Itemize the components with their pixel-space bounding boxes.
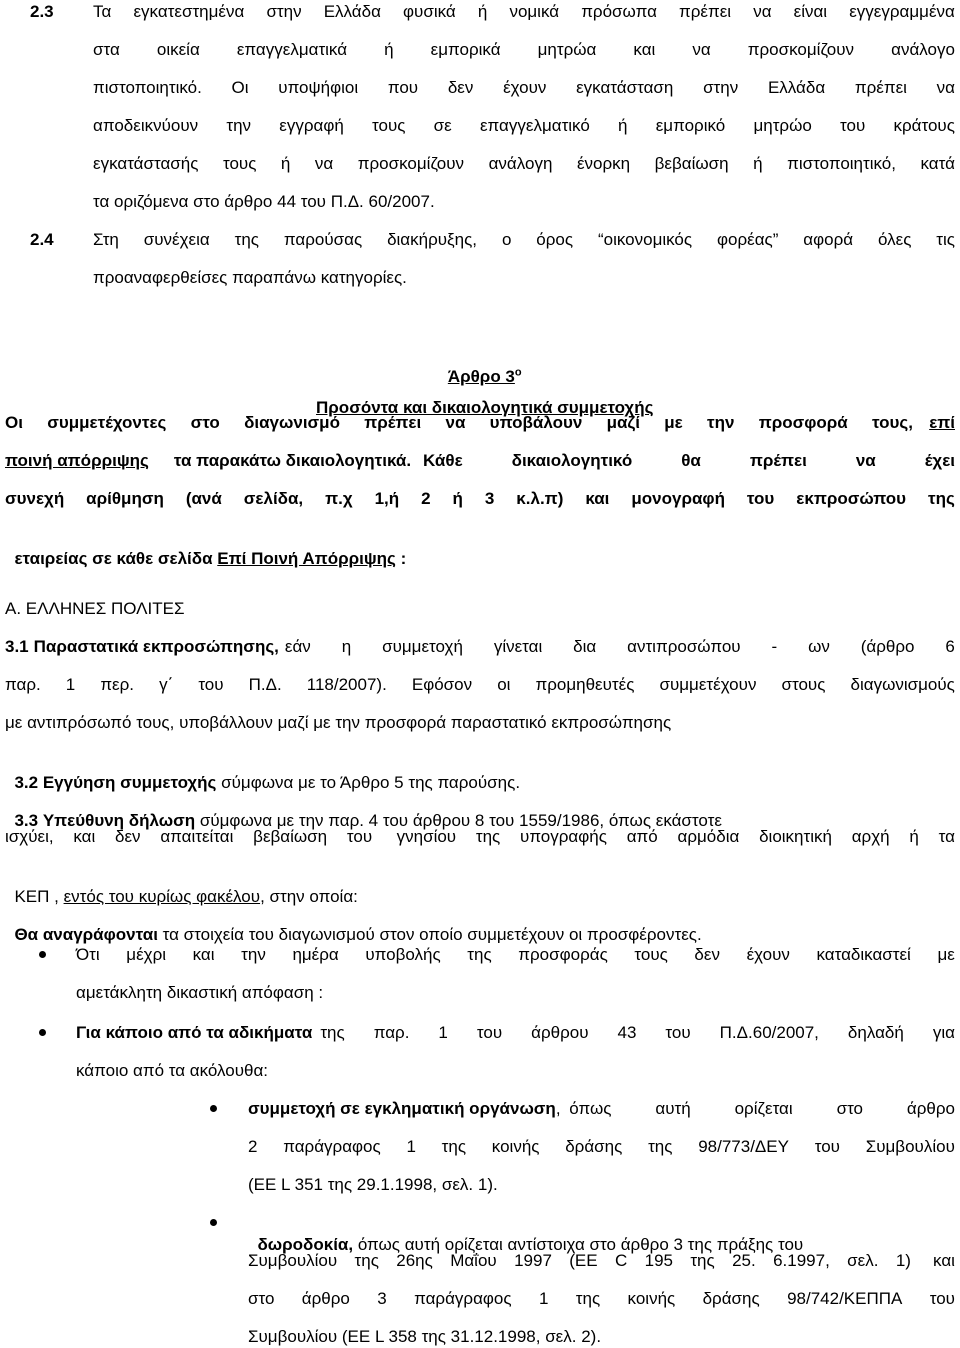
word: τους (634, 945, 668, 964)
sub-bullet-2-line-3 (248, 1288, 955, 1310)
word: να (936, 78, 955, 97)
word: στην (703, 78, 739, 97)
word: Εφόσον (411, 675, 473, 694)
word: πρέπει (364, 413, 422, 432)
word: τους, (872, 413, 913, 432)
word: Ελλάδα (323, 2, 381, 21)
section-number-2-3: 2.3 (30, 2, 54, 21)
word: διαγωνισμό (244, 413, 340, 432)
word: του (814, 1137, 840, 1156)
word: ή (280, 154, 291, 173)
word: τα (938, 827, 955, 846)
word: ημέρα (292, 945, 339, 964)
word: επαγγελματικό (479, 116, 590, 135)
word: που (387, 78, 419, 97)
word: δηλαδή (847, 1023, 904, 1042)
word: διαγωνισμούς (850, 675, 955, 694)
word: αυτή (655, 1099, 691, 1118)
word: Π.Δ.60/2007, (719, 1023, 819, 1042)
sub-bullet-1-line-2 (248, 1136, 955, 1158)
word: και (933, 1251, 955, 1270)
word: την (707, 413, 735, 432)
word: 1 (538, 1289, 549, 1308)
paragraph-2-4-line-1 (93, 229, 955, 251)
paragraph-2-3-line-1 (93, 1, 955, 23)
word: της (467, 945, 492, 964)
sub-bullet-2-line-4: Συμβουλίου (ΕΕ L 358 της 31.12.1998, σελ. 2). (248, 1327, 602, 1346)
word: φορέας” (716, 230, 779, 249)
word: στο (248, 1289, 275, 1308)
word: στους (781, 675, 826, 694)
word: φυσικά (403, 2, 456, 21)
word: του (665, 1023, 691, 1042)
word: 1 (438, 1023, 448, 1042)
word: αφορά (803, 230, 854, 249)
word: σελίδα, (243, 489, 304, 508)
word: προσκομίζουν (357, 154, 465, 173)
word: παράγραφος (414, 1289, 512, 1308)
word: της (690, 1251, 715, 1270)
word: η (341, 637, 352, 656)
word: σε (433, 116, 452, 135)
word: πιστοποιητικό, (787, 154, 896, 173)
word: συμμετέχουν (659, 675, 757, 694)
word: της (575, 1289, 601, 1308)
word: όπως (569, 1099, 612, 1118)
word: 26ης (396, 1251, 433, 1270)
word: “οικονομικός (597, 230, 693, 249)
word: 98/773/ΔΕΥ (698, 1137, 789, 1156)
word: είναι (793, 2, 828, 21)
section-a-heading: Α. ΕΛΛΗΝΕΣ ΠΟΛΙΤΕΣ (5, 599, 185, 618)
word: της (234, 230, 260, 249)
word: γίνεται (493, 637, 543, 656)
word: πρέπει (749, 451, 807, 470)
word: οικεία (156, 40, 200, 59)
word: τους (222, 154, 257, 173)
word: καταδικαστεί (816, 945, 911, 964)
word: παράγραφος (283, 1137, 381, 1156)
word: μητρώα (537, 40, 597, 59)
word: δράσης (565, 1137, 623, 1156)
word: αρίθμηση (86, 489, 164, 508)
word: επαγγελματικά (236, 40, 348, 59)
word: ων (808, 637, 830, 656)
word: ή (452, 489, 463, 508)
word: εγκατάστασής (93, 154, 199, 173)
word: υποβάλουν (489, 413, 583, 432)
word: θα (681, 451, 701, 470)
word: περ. (100, 675, 135, 694)
word: της (648, 1137, 673, 1156)
word: πρόσωπα (581, 2, 657, 21)
word: Τα (93, 2, 112, 21)
word: 43 (617, 1023, 637, 1042)
bullet-icon (39, 1029, 46, 1036)
word: γ΄ (159, 675, 174, 694)
word: ένορκη (576, 154, 631, 173)
word: παρούσας (283, 230, 363, 249)
word: να (753, 2, 772, 21)
word: εάν (284, 637, 311, 656)
word: για (932, 1023, 955, 1042)
word: τους (372, 116, 406, 135)
paragraph-3-3-line-3: ΚΕΠ , εντός του κυρίως φακέλου, στην οποία: (14, 887, 358, 906)
paragraph-3-1-line-3: με αντιπρόσωπό τους, υποβάλλουν μαζί με την προσφορά παραστατικό εκπροσώπησης (5, 713, 672, 732)
word: 2 (248, 1137, 258, 1156)
bullet-2-line-1: Για κάποιο από τα αδικήματα της παρ. 1 του άρθρου 43 του Π.Δ.60/2007, δηλαδή για (76, 1023, 955, 1042)
sub-bullet-2-line-2 (248, 1250, 955, 1272)
word: γνησίου (396, 827, 457, 846)
word: από (626, 827, 658, 846)
word: να (445, 413, 466, 432)
word: Συμβουλίου (865, 1137, 955, 1156)
word: 3 (484, 489, 495, 508)
word: (ΕΕ (569, 1251, 598, 1270)
article-subtitle: Προσόντα και δικαιολογητικά συμμετοχής (316, 398, 654, 417)
word: να (855, 451, 876, 470)
word: Συμβουλίου (248, 1251, 338, 1270)
word: Π.Δ. (248, 675, 282, 694)
word: του (840, 116, 866, 135)
word: στο (836, 1099, 863, 1118)
word: οι (497, 675, 511, 694)
paragraph-2-3-line-4 (93, 115, 955, 137)
word: δεν (447, 78, 474, 97)
paragraph-3-3-line-2 (5, 826, 955, 848)
word: άρθρο (906, 1099, 955, 1118)
word: π.χ (325, 489, 353, 508)
word: εγγεγραμμένα (849, 2, 955, 21)
word: (άρθρο (860, 637, 915, 656)
word: Ότι (76, 945, 100, 964)
word: μονογραφή (631, 489, 725, 508)
word: ανάλογη (488, 154, 553, 173)
word: - (771, 637, 778, 656)
word: πρέπει (854, 78, 907, 97)
bullet-icon (210, 1219, 217, 1226)
word: εγκατεστημένα (133, 2, 245, 21)
word: 195 (644, 1251, 673, 1270)
word: να (692, 40, 711, 59)
word: ή (384, 40, 394, 59)
bullet-1-line-2: αμετάκλητη δικαστική απόφαση : (76, 983, 324, 1002)
word: (ανά (185, 489, 222, 508)
word: ή (477, 2, 488, 21)
word: ή (753, 154, 763, 173)
article-title: Άρθρο $3^o$ (447, 366, 522, 386)
word: όλες (877, 230, 912, 249)
word: παρ. (5, 675, 41, 694)
word: του (346, 827, 377, 846)
sub-bullet-2-line-1: δωροδοκία, όπως αυτή ορίζεται αντίστοιχα στο άρθρο 3 της πράξης του (257, 1235, 804, 1254)
word: μέχρι (126, 945, 167, 964)
paragraph-2-3-line-3 (93, 77, 955, 99)
intro-line-1: Οι συμμετέχοντες στο διαγωνισμό πρέπει να υποβάλουν μαζί με την προσφορά τους, επί (5, 413, 955, 432)
word: αποδεικνύουν (93, 116, 199, 135)
word: βεβαίωση (654, 154, 729, 173)
word: συνέχεια (143, 230, 210, 249)
paragraph-3-3-line-4: Θα αναγράφονται τα στοιχεία του διαγωνισμού στον οποίο συμμετέχουν οι προσφέροντες. (14, 925, 702, 944)
word: Στη (93, 230, 119, 249)
word: προσφοράς (518, 945, 608, 964)
bullet-icon (39, 951, 46, 958)
word: δικαιολογητικό (511, 451, 633, 470)
word: με (664, 413, 683, 432)
word: του (198, 675, 224, 694)
word: 1) (895, 1251, 916, 1270)
word: της (441, 1137, 467, 1156)
word: υπογραφής (520, 827, 607, 846)
word: πιστοποιητικό. (93, 78, 202, 97)
word: ο (501, 230, 512, 249)
section-number-2-4: 2.4 (30, 230, 54, 249)
word: Μαΐου (450, 1251, 497, 1270)
word: 1,ή (374, 489, 400, 508)
paragraph-2-4-line-2: προαναφερθείσες παραπάνω κατηγορίες. (93, 268, 407, 287)
word: βεβαίωση (253, 827, 328, 846)
word: 3 (377, 1289, 387, 1308)
paragraph-2-3-line-5 (93, 153, 955, 175)
word: στην (266, 2, 302, 21)
word: εμπορικά (430, 40, 501, 59)
word: 1997 (514, 1251, 552, 1270)
paragraph-3-1-line-1: 3.1 Παραστατικά εκπροσώπησης, εάν η συμμετοχή γίνεται δια αντιπροσώπου - ων (άρθρο 6 (5, 637, 955, 656)
word: της (354, 1251, 379, 1270)
word: της (475, 827, 501, 846)
word: δια (573, 637, 597, 656)
bullet-1-line-1 (76, 944, 955, 966)
word: C (614, 1251, 628, 1270)
word: την (226, 116, 252, 135)
word: κοινής (627, 1289, 676, 1308)
word: στα (93, 40, 120, 59)
intro-line-2: ποινή απόρριψης τα παρακάτω δικαιολογητικά. Κάθε δικαιολογητικό θα πρέπει να έχει (5, 451, 955, 470)
word: εμπορικό (655, 116, 726, 135)
sub-bullet-1-line-3: (ΕΕ L 351 της 29.1.1998, σελ. 1). (248, 1175, 498, 1194)
word: προμηθευτές (535, 675, 635, 694)
word: σελ. (847, 1251, 879, 1270)
word: νομικά (509, 2, 560, 21)
word: διοικητική (759, 827, 832, 846)
word: δεν (694, 945, 720, 964)
word: να (314, 154, 334, 173)
word: της (928, 489, 955, 508)
word: πρέπει (679, 2, 732, 21)
word: του (476, 1023, 503, 1042)
word: 98/742/ΚΕΠΠΑ (787, 1289, 903, 1308)
word: προσκομίζουν (747, 40, 855, 59)
word: και (585, 489, 610, 508)
word: δράσης (702, 1289, 760, 1308)
sub-bullet-1-line-1: συμμετοχή σε εγκληματική οργάνωση , όπως αυτή ορίζεται στο άρθρο (248, 1099, 955, 1118)
word: Οι (231, 78, 249, 97)
word: αρμόδια (677, 827, 740, 846)
word: ισχύει, (5, 827, 54, 846)
word: του (746, 489, 775, 508)
word: αντιπροσώπου (627, 637, 741, 656)
intro-line-3 (5, 488, 955, 510)
word: υποψήφιοι (278, 78, 359, 97)
word: συμμετέχοντες (47, 413, 167, 432)
word: κατά (920, 154, 955, 173)
word: δεν (115, 827, 141, 846)
paragraph-3-1-line-2 (5, 674, 955, 696)
word: όρος (536, 230, 574, 249)
word: μητρώο (753, 116, 812, 135)
word: συμμετοχή (382, 637, 463, 656)
word: και (73, 827, 96, 846)
word: μαζί (606, 413, 640, 432)
word: έχουν (746, 945, 790, 964)
intro-line-4: εταιρείας σε κάθε σελίδα Επί Ποινή Απόρριψης : (14, 549, 407, 568)
word: ή (909, 827, 919, 846)
word: εκπροσώπου (796, 489, 907, 508)
bullet-icon (210, 1105, 217, 1112)
word: κράτους (893, 116, 955, 135)
word: ορίζεται (734, 1099, 793, 1118)
word: άρθρο (301, 1289, 350, 1308)
word: έχει (924, 451, 955, 470)
word: Κάθε (423, 451, 463, 470)
word: Οι (5, 413, 23, 432)
word: κοινής (491, 1137, 540, 1156)
word: κ.λ.π) (516, 489, 564, 508)
word: στο (190, 413, 220, 432)
word: εγγραφή (279, 116, 344, 135)
word: του (929, 1289, 955, 1308)
word: ανάλογο (891, 40, 955, 59)
word: παρ. (373, 1023, 410, 1042)
word: εγκατάσταση (576, 78, 674, 97)
word: με (937, 945, 955, 964)
word: αρχή (851, 827, 890, 846)
word: απαιτείται (160, 827, 234, 846)
word: προσφορά (758, 413, 848, 432)
word: διακήρυξης, (387, 230, 478, 249)
word: και (633, 40, 656, 59)
word: 6.1997, (773, 1251, 830, 1270)
word: 6 (945, 637, 955, 656)
word: την (241, 945, 266, 964)
word: συνεχή (5, 489, 65, 508)
paragraph-3-2: 3.2 Εγγύηση συμμετοχής σύμφωνα με το Άρθρο 5 της παρούσης. (14, 773, 521, 792)
word: και (192, 945, 215, 964)
word: 1 (406, 1137, 416, 1156)
word: τις (936, 230, 955, 249)
paragraph-2-3-line-6: τα οριζόμενα στο άρθρο 44 του Π.Δ. 60/2007. (93, 192, 435, 211)
word: Ελλάδα (767, 78, 826, 97)
word: έχουν (503, 78, 547, 97)
word: άρθρου (531, 1023, 589, 1042)
word: 25. (732, 1251, 756, 1270)
word: 2 (421, 489, 431, 508)
word: 1 (65, 675, 76, 694)
bullet-2-line-2: κάποιο από τα ακόλουθα: (76, 1061, 269, 1080)
paragraph-3-3-line-1: 3.3 Υπεύθυνη δήλωση σύμφωνα με την παρ. 4 του άρθρου 8 του 1559/1986, όπως εκάστοτε (14, 811, 722, 830)
paragraph-2-3-line-2 (93, 39, 955, 61)
word: 118/2007). (306, 675, 387, 694)
word: υποβολής (365, 945, 441, 964)
word: της (320, 1023, 345, 1042)
word: ή (618, 116, 628, 135)
